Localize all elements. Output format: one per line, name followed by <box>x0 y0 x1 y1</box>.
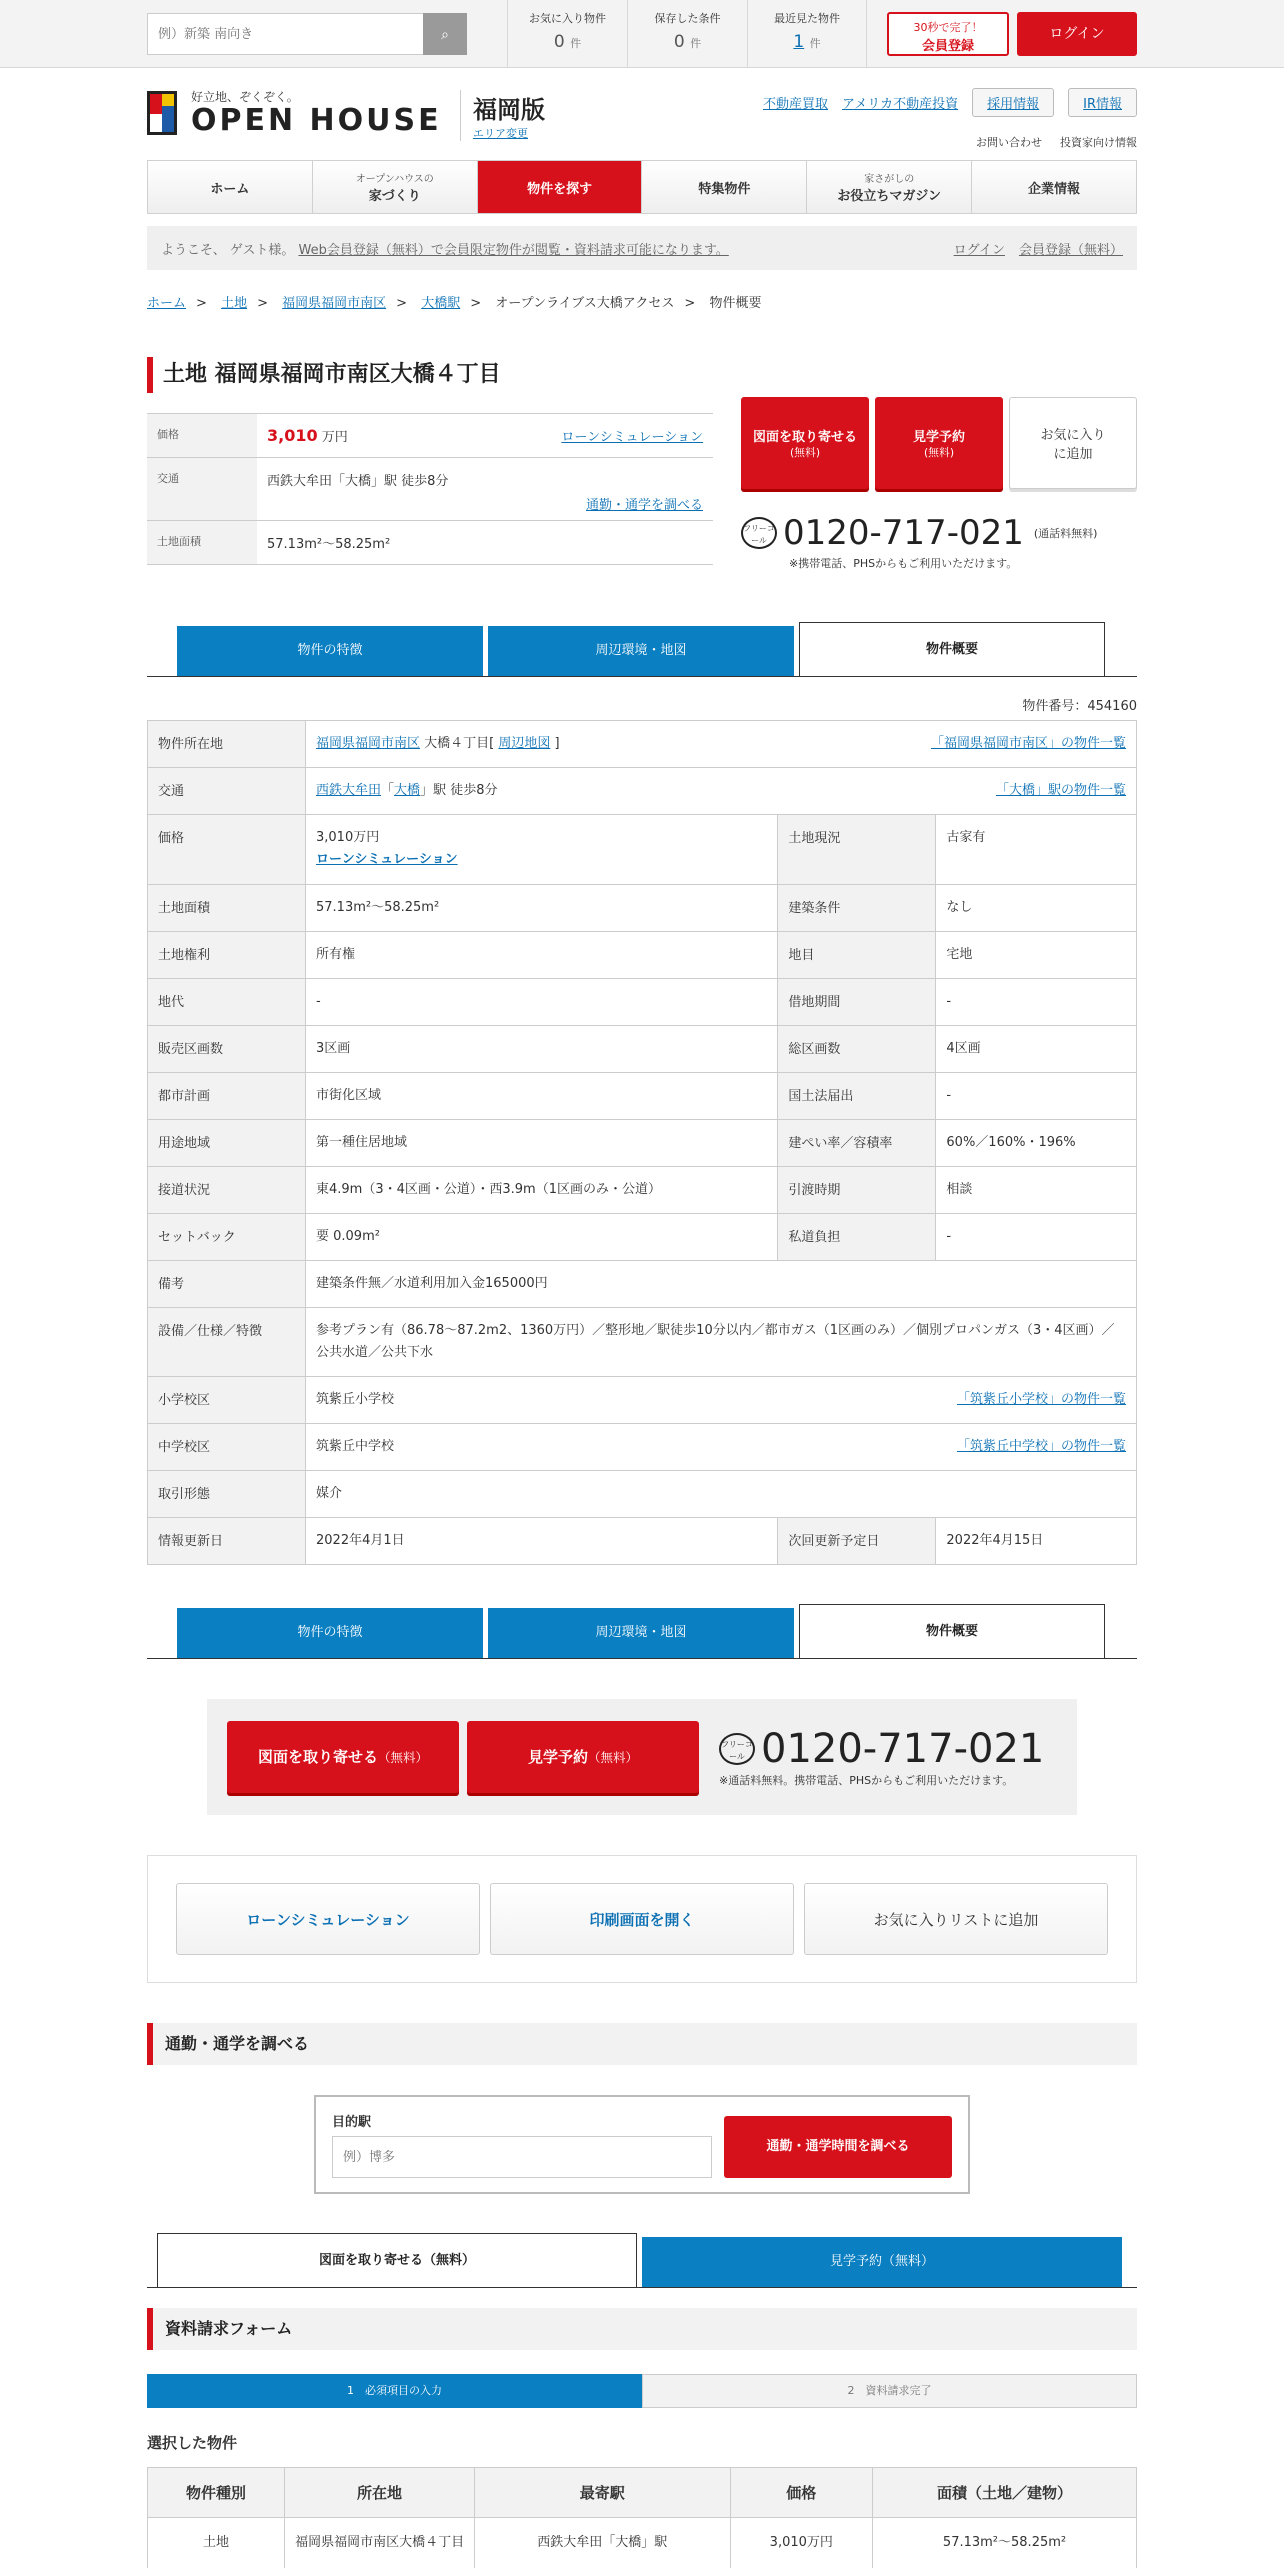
us-invest-link[interactable]: アメリカ不動産投資 <box>842 97 959 112</box>
search-input[interactable] <box>147 13 423 55</box>
register-button[interactable]: 30秒で完了！ 会員登録 <box>887 12 1009 56</box>
web-register-link[interactable]: Web会員登録（無料）で会員限定物件が閲覧・資料請求可能になります。 <box>298 242 729 258</box>
tab-request-form[interactable]: 図面を取り寄せる（無料） <box>157 2233 637 2287</box>
tab-overview-bottom[interactable]: 物件概要 <box>799 1604 1105 1658</box>
detail-table: 物件所在地 福岡県福岡市南区 大橋４丁目[ 周辺地図 ] 「福岡県福岡市南区」の物件一覧 交通 西鉄大牟田「大橋」駅 徒歩8分 「大橋」駅の物件一覧 価格 3,010万円 ローンシミュレーション 土地現況 古家有 土地面積 57.13m²～58.25m² 建築条件 なし 土地権利 所有権 地目 宅地 地代 - 借地期間 - 販売区画数 3区画 総区画数 4区画 都市計画 市街化区域 国土法届出 - 用途地域 第一種住居地域 建ぺい率／容積率 60%／160%・196% 接道状況 東4.9m（3・4区画・公道）・西3.9m（1区画のみ・公道） 引渡時期 相談 セットバック 要 0.09m² 私道負担 - 備考 建築条件無／水道利用加入金165000円 設備／仕様／特徴 参考プラン有（86.78～87.2m2、1360万円）／整形地／駅徒歩10分以内／都市ガス（1区画のみ）／個別プロパンガス（3・4区画）／公共水道／公共下水 小学校区 筑紫丘小学校 「筑紫丘小学校」の物件一覧 中学校区 筑紫丘中学校 「筑紫丘中学校」の物件一覧 取引形態 媒介 情報更新日 2022年4月1日 次回更新予定日 2022年4月15日 <box>147 720 1137 1565</box>
commute-form: 目的駅 例）博多 通勤・通学時間を調べる <box>314 2095 970 2194</box>
search-button[interactable] <box>423 13 467 55</box>
tab-overview[interactable]: 物件概要 <box>799 622 1105 676</box>
destination-station-input[interactable] <box>332 2136 712 2178</box>
freecall-icon: フリーコール <box>719 1733 755 1765</box>
property-number: 物件番号：454160 <box>1022 699 1137 714</box>
buyback-link[interactable]: 不動産買取 <box>763 97 829 112</box>
request-docs-button[interactable]: 図面を取り寄せる (無料) <box>741 397 869 489</box>
tab-features-bottom[interactable]: 物件の特徴 <box>177 1608 483 1658</box>
tab-map[interactable]: 周辺環境・地図 <box>488 626 794 676</box>
phone-number: 0120-717-021 <box>783 513 1024 553</box>
print-button[interactable]: 印刷画面を開く <box>490 1883 794 1955</box>
tool-buttons <box>147 1855 1137 1983</box>
visit-reserve-button-bottom[interactable]: 見学予約（無料） <box>467 1721 699 1793</box>
ir-button[interactable]: IR情報 <box>1068 88 1137 117</box>
add-favorite-button[interactable]: お気に入り に追加 <box>1009 397 1137 489</box>
tab-visit-form[interactable]: 見学予約（無料） <box>642 2237 1122 2287</box>
investor-link[interactable]: 投資家向け情報 <box>1060 136 1137 149</box>
form-steps: 1 必須項目の入力 2 資料請求完了 <box>147 2374 1137 2408</box>
detail-tabs-bottom <box>147 1605 1137 1659</box>
nav-magazine[interactable]: 家さがしの お役立ちマガジン <box>807 161 972 213</box>
breadcrumb: ホーム > 土地 > 福岡県福岡市南区 > 大橋駅 > オープンライブス大橋アクセス > 物件概要 <box>147 296 762 311</box>
site-header <box>0 68 1284 160</box>
selected-table: 物件種別 所在地 最寄駅 価格 面積（土地／建物） 土地 福岡県福岡市南区大橋４丁目 西鉄大牟田「大橋」駅 3,010万円 57.13m²～58.25m² <box>147 2467 1137 2568</box>
commute-link[interactable]: 通勤・通学を調べる <box>585 498 703 513</box>
tab-features[interactable]: 物件の特徴 <box>177 626 483 676</box>
contact-bar: 図面を取り寄せる（無料） 見学予約（無料） フリーコール 0120-717-021 ※通話料無料。携帯電話、PHSからもご利用いただけます。 <box>207 1699 1077 1815</box>
welcome-bar: ようこそ、 ゲスト様。 Web会員登録（無料）で会員限定物件が閲覧・資料請求可能になります。 ログイン 会員登録（無料） <box>147 226 1137 270</box>
visit-reserve-button[interactable]: 見学予約 (無料) <box>875 397 1003 489</box>
nav-company[interactable]: 企業情報 <box>1028 181 1081 197</box>
form-heading: 資料請求フォーム <box>147 2308 1137 2350</box>
selected-heading: 選択した物件 <box>147 2434 238 2452</box>
area-change-link[interactable]: エリア変更 <box>473 127 528 140</box>
edition-title: 福岡版 <box>473 96 545 124</box>
logo-mark-icon <box>147 91 177 135</box>
request-docs-button-bottom[interactable]: 図面を取り寄せる（無料） <box>227 1721 459 1793</box>
nav-house[interactable]: オープンハウスの 家づくり <box>313 161 478 213</box>
logo[interactable]: 好立地、ぞくぞく。 OPEN HOUSE <box>147 88 442 137</box>
form-tabs <box>147 2234 1137 2288</box>
global-nav <box>147 160 1137 214</box>
login-button[interactable]: ログイン <box>1017 12 1137 56</box>
nav-home[interactable]: ホーム <box>148 161 313 213</box>
tab-map-bottom[interactable]: 周辺環境・地図 <box>488 1608 794 1658</box>
saved-conditions-counter[interactable]: 保存した条件 0 件 <box>627 0 747 68</box>
summary-table: 価格 3,010 万円 ローンシミュレーション 交通 西鉄大牟田「大橋」駅 徒歩8分 通勤・通学を調べる 土地面積 57.13m²～58.25m² <box>147 413 713 565</box>
loan-sim-link[interactable]: ローンシミュレーション <box>316 852 458 867</box>
welcome-register-link[interactable]: 会員登録（無料） <box>1018 242 1123 258</box>
contact-link[interactable]: お問い合わせ <box>976 136 1042 149</box>
search-box <box>147 13 467 55</box>
recruit-button[interactable]: 採用情報 <box>972 88 1054 117</box>
top-bar <box>0 0 1284 68</box>
loan-sim-button[interactable]: ローンシミュレーション <box>176 1883 480 1955</box>
favorites-counter[interactable]: お気に入り物件 0 件 <box>507 0 627 68</box>
add-favorite-list-button[interactable]: お気に入りリストに追加 <box>804 1883 1108 1955</box>
freecall-icon: フリーコール <box>741 517 777 549</box>
nav-search[interactable]: 物件を探す <box>478 161 643 213</box>
detail-tabs <box>147 623 1137 677</box>
loan-link[interactable]: ローンシミュレーション <box>561 430 703 445</box>
page-title: 土地 福岡県福岡市南区大橋４丁目 <box>147 357 695 393</box>
commute-search-button[interactable]: 通勤・通学時間を調べる <box>724 2116 952 2178</box>
recent-counter[interactable]: 最近見た物件 1 件 <box>747 0 867 68</box>
nav-feature[interactable]: 特集物件 <box>642 161 807 213</box>
welcome-login-link[interactable]: ログイン <box>953 242 1005 258</box>
commute-heading: 通勤・通学を調べる <box>147 2023 1137 2065</box>
search-icon: ⌕ <box>441 25 449 42</box>
